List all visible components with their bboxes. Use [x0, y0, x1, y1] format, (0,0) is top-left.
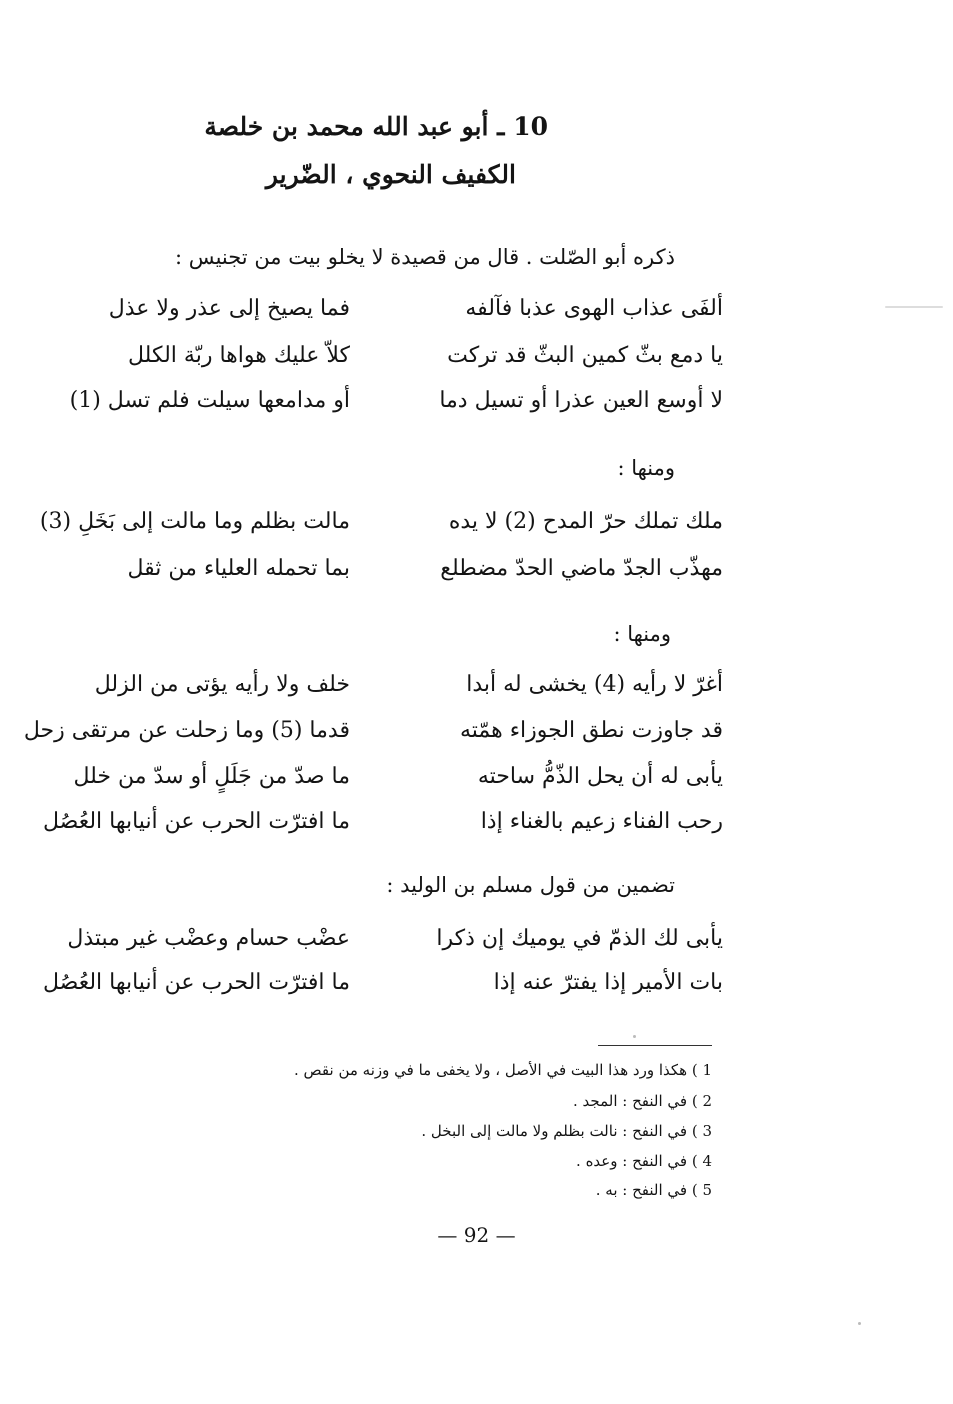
verse-hemistich-left: فما يصيخ إلى عذر ولا عذل [108, 296, 350, 321]
verse-hemistich-left: ما صدّ من جَلَلٍ أو سدّ من خلل [73, 764, 350, 789]
verse-hemistich-left: أو مدامعها سيلت فلم تسل (1) [69, 388, 350, 413]
footnote: 2 ) في النفح : المجد . [572, 1092, 712, 1110]
footnote: 3 ) في النفح : نالت بظلم ولا مالت إلى البخل . [421, 1122, 712, 1140]
footnote: 1 ) هكذا ورد هذا البيت في الأصل ، ولا يخفى ما في وزنه من نقص . [294, 1061, 712, 1079]
section-title: 10 ـ أبو عبد الله محمد بن خلصة [204, 112, 548, 141]
verse-hemistich-left: عضْب حسام وعضْب غير مبتذل [67, 926, 350, 951]
verse-hemistich-right: قد جاوزت نطق الجوزاء همّته [459, 718, 723, 743]
scan-smudge [885, 306, 943, 308]
section-caption: ومنها : [613, 622, 671, 646]
footnote: 5 ) في النفح : به . [595, 1181, 712, 1199]
page-number: — 92 — [437, 1223, 516, 1247]
footnote: 4 ) في النفح : وعده . [576, 1152, 712, 1170]
verse-hemistich-right: يا دمع بثّ كمين البثّ قد تركت [447, 343, 723, 368]
verse-hemistich-left: ما افترّت الحرب عن أنيابها العُصُل [42, 970, 350, 995]
scan-speck [858, 1322, 861, 1325]
scan-speck [633, 1035, 636, 1038]
verse-hemistich-left: خلف ولا رأيه يؤتى من الزلل [94, 672, 350, 697]
section-caption: ومنها : [617, 456, 675, 480]
verse-hemistich-left: كلاّ عليك هواها ربّة الكلل [128, 343, 350, 368]
verse-hemistich-right: ملك تملك حرّ المدح (2) لا يده [448, 509, 723, 534]
verse-hemistich-right: يأبى له أن يحل الذّمُّ ساحته [477, 764, 723, 789]
verse-hemistich-right: ألفَى عذاب الهوى عذبا فآلفه [465, 296, 723, 321]
verse-hemistich-right: بات الأمير إذا يفترّ عنه إذا [493, 970, 723, 995]
section-caption: تضمين من قول مسلم بن الوليد : [386, 873, 675, 897]
verse-hemistich-right: يأبى لك الذمّ في يوميك إن ذكرا [436, 926, 723, 951]
verse-hemistich-right: أغرّ لا رأيه (4) يخشى له أبدا [466, 672, 723, 697]
verse-hemistich-right: لا أوسع العين عذرا أو تسيل دما [439, 388, 723, 413]
verse-hemistich-left: ما افترّت الحرب عن أنيابها العُصُل [42, 809, 350, 834]
verse-hemistich-right: رحب الفناء زعيم بالغناء إذا [480, 809, 723, 834]
verse-hemistich-left: قدما (5) وما زحلت عن مرتقى زحل [23, 718, 350, 743]
verse-hemistich-left: مالت بظلم وما مالت إلى بَخَلِ (3) [39, 509, 350, 534]
section-subtitle: الكفيف النحوي ، الضّرير [265, 160, 516, 189]
verse-hemistich-right: مهذّب الجدّ ماضي الحدّ مضطلع [440, 556, 723, 581]
footnote-divider [598, 1045, 712, 1046]
verse-hemistich-left: بما تحمله العلياء من ثقل [127, 556, 350, 581]
intro-text: ذكره أبو الصّلت . قال من قصيدة لا يخلو بيت من تجنيس : [175, 245, 675, 269]
